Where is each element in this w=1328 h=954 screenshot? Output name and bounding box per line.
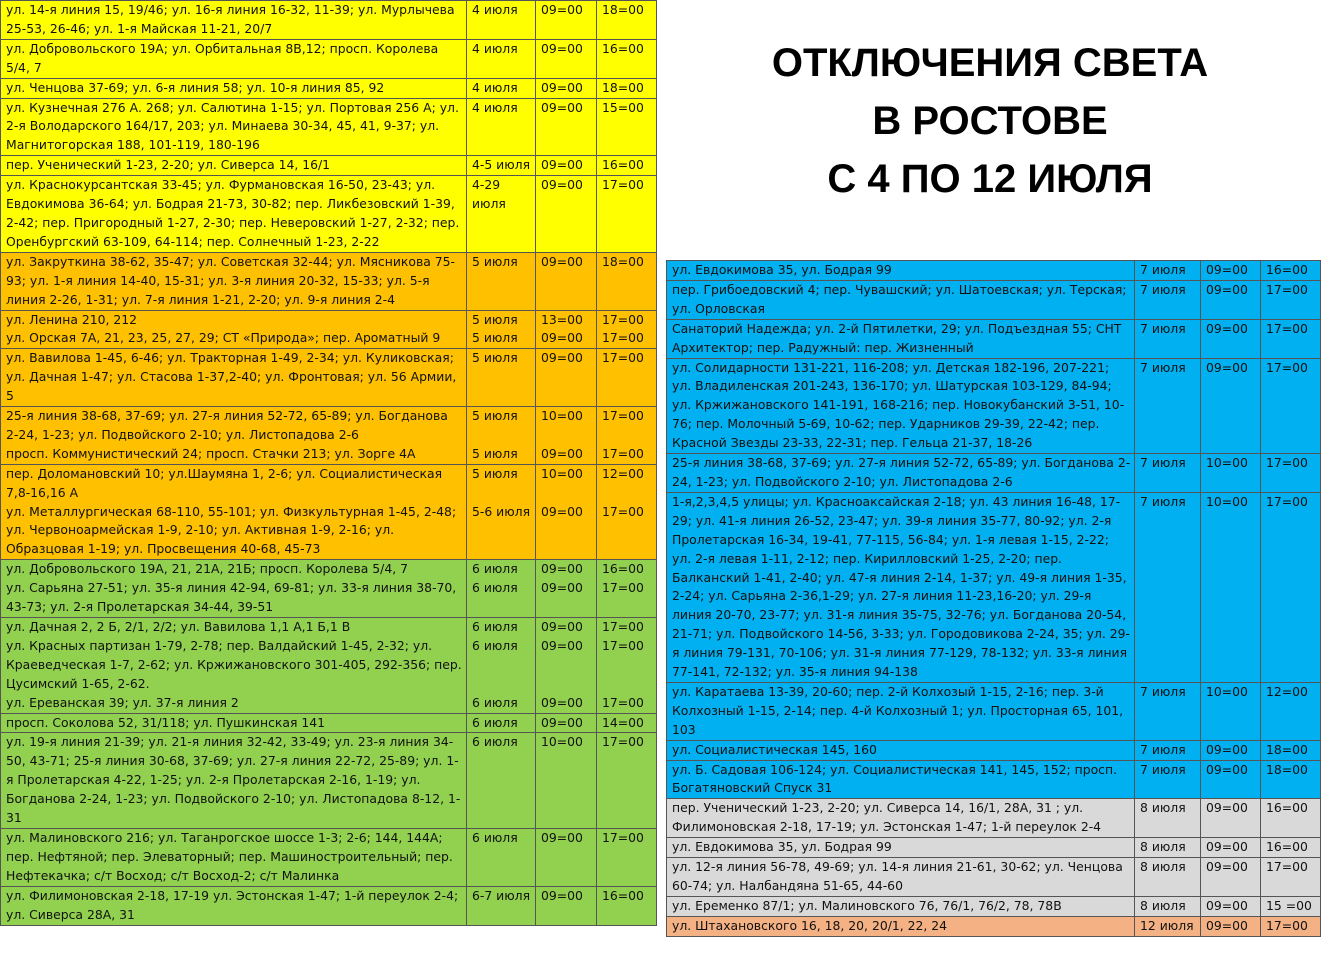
- title-line-2: В РОСТОВЕ: [872, 99, 1108, 143]
- end-time-cell: 16=00: [1261, 799, 1321, 838]
- end-time-cell: 15 =00: [1261, 896, 1321, 916]
- date-cell: 8 июля: [1135, 799, 1201, 838]
- address-cell: ул. Краснокурсантская 33-45; ул. Фурмановская 16-50, 23-43; ул. Евдокимова 36-64; ул. Бодрая 21-73, 30-82; пер. Ликбезовский 1-39, 2-42; пер. Пригородный 1-27, 2-30; пер. Неверовский 1-27, 2-32; пер. Оренбургский 63-109, 64-114; пер. Солнечный 1-23, 2-22: [1, 176, 467, 253]
- start-time-cell: 09=00: [536, 156, 597, 176]
- start-time-cell: 09=00: [536, 252, 597, 310]
- date-cell: 8 июля: [1135, 838, 1201, 858]
- table-row: [1, 39, 657, 78]
- start-time-cell: 09=00: [536, 39, 597, 78]
- end-time-cell: 17=00 17=00 17=00: [597, 618, 657, 714]
- end-time-cell: 18=00: [597, 1, 657, 40]
- start-time-cell: 09=00: [536, 1, 597, 40]
- address-cell: ул. Б. Садовая 106-124; ул. Социалистическая 141, 145, 152; просп. Богатяновский Спуск 31: [667, 760, 1135, 799]
- date-cell: 5 июля: [467, 252, 536, 310]
- table-row: [1, 733, 657, 829]
- end-time-cell: 12=00: [1261, 682, 1321, 740]
- end-time-cell: 16=00: [597, 156, 657, 176]
- start-time-cell: 09=00: [1201, 740, 1261, 760]
- table-row: [1, 560, 657, 618]
- start-time-cell: 10=00 09=00: [536, 407, 597, 465]
- address-cell: просп. Соколова 52, 31/118; ул. Пушкинская 141: [1, 713, 467, 733]
- start-time-cell: 09=00: [536, 78, 597, 98]
- address-cell: Санаторий Надежда; ул. 2-й Пятилетки, 29; ул. Подъездная 55; СНТ Архитектор; пер. Радужный: пер. Жизненный: [667, 319, 1135, 358]
- end-time-cell: 17=00: [1261, 858, 1321, 897]
- date-cell: 7 июля: [1135, 760, 1201, 799]
- page-title: [700, 34, 1280, 208]
- end-time-cell: 17=00: [597, 733, 657, 829]
- table-row: [667, 682, 1321, 740]
- start-time-cell: 09=00: [1201, 760, 1261, 799]
- address-cell: пер. Доломановский 10; ул.Шаумяна 1, 2-6; ул. Социалистическая 7,8-16,16 А ул. Металлургическая 68-110, 55-101; ул. Физкультурная 1-45, 2-48; ул. Червоноармейская 1-9, 2-10; ул. Активная 1-9, 2-16; ул. Образцовая 1-19; ул. Просвещения 40-68, 45-73: [1, 464, 467, 560]
- end-time-cell: 17=00 17=00: [597, 407, 657, 465]
- start-time-cell: 09=00: [536, 713, 597, 733]
- end-time-cell: 16=00: [597, 39, 657, 78]
- table-row: [1, 618, 657, 714]
- start-time-cell: 09=00: [1201, 319, 1261, 358]
- date-cell: 6-7 июля: [467, 886, 536, 925]
- start-time-cell: 09=00: [1201, 799, 1261, 838]
- table-row: [1, 78, 657, 98]
- start-time-cell: 09=00: [1201, 358, 1261, 454]
- address-cell: ул. Ленина 210, 212 ул. Орская 7А, 21, 23, 25, 27, 29; СТ «Природа»; пер. Ароматный 9: [1, 310, 467, 349]
- start-time-cell: 09=00: [1201, 858, 1261, 897]
- date-cell: 4 июля: [467, 98, 536, 156]
- address-cell: ул. Филимоновская 2-18, 17-19 ул. Эстонская 1-47; 1-й переулок 2-4; ул. Сиверса 28А, 31: [1, 886, 467, 925]
- date-cell: 12 июля: [1135, 916, 1201, 936]
- table-row: [1, 156, 657, 176]
- start-time-cell: 09=00 09=00: [536, 560, 597, 618]
- end-time-cell: 18=00: [597, 252, 657, 310]
- table-row: [1, 176, 657, 253]
- outage-table-left: [0, 0, 657, 926]
- table-row: [667, 858, 1321, 897]
- start-time-cell: 09=00: [536, 886, 597, 925]
- table-row: [667, 280, 1321, 319]
- date-cell: 6 июля 6 июля: [467, 560, 536, 618]
- end-time-cell: 17=00: [1261, 916, 1321, 936]
- date-cell: 4 июля: [467, 78, 536, 98]
- date-cell: 7 июля: [1135, 682, 1201, 740]
- address-cell: ул. Вавилова 1-45, 6-46; ул. Тракторная 1-49, 2-34; ул. Куликовская; ул. Дачная 1-47; ул. Стасова 1-37,2-40; ул. Фронтовая; ул. 56 Армии, 5: [1, 349, 467, 407]
- start-time-cell: 09=00: [536, 349, 597, 407]
- start-time-cell: 09=00: [1201, 280, 1261, 319]
- date-cell: 6 июля: [467, 733, 536, 829]
- table-row: [667, 896, 1321, 916]
- address-cell: ул. Добровольского 19А, 21, 21А, 21Б; просп. Королева 5/4, 7 ул. Сарьяна 27-51; ул. 35-я линия 42-94, 69-81; ул. 33-я линия 38-70, 43-73; ул. 2-я Пролетарская 34-44, 39-51: [1, 560, 467, 618]
- address-cell: ул. Солидарности 131-221, 116-208; ул. Детская 182-196, 207-221; ул. Владиленская 201-243, 136-170; ул. Шатурская 103-129, 84-94; ул. Кржижановского 141-191, 168-216; пер. Новокубанский 3-51, 10-76; пер. Молочный 5-69, 10-62; пер. Ударников 29-39, 22-42; пер. Красной Звезды 23-33, 22-31; пер. Гельца 21-37, 18-26: [667, 358, 1135, 454]
- end-time-cell: 16=00: [1261, 838, 1321, 858]
- start-time-cell: 09=00: [1201, 261, 1261, 281]
- address-cell: ул. 19-я линия 21-39; ул. 21-я линия 32-42, 33-49; ул. 23-я линия 34-50, 43-71; 25-я линия 30-68, 37-69; ул. 27-я линия 22-72, 25-89; ул. 1-я Пролетарская 4-22, 1-25; ул. 2-я Пролетарская 2-16, 1-19; ул. Богданова 2-24, 1-23; ул. Подвойского 2-10; ул. Листопадова 8-12, 1-31: [1, 733, 467, 829]
- address-cell: ул. Каратаева 13-39, 20-60; пер. 2-й Колхозый 1-15, 2-16; пер. 3-й Колхозный 1-15, 2-14; пер. 4-й Колхозный 1; ул. Просторная 65, 101, 103: [667, 682, 1135, 740]
- start-time-cell: 09=00: [1201, 916, 1261, 936]
- table-row: [667, 454, 1321, 493]
- table-row: [667, 838, 1321, 858]
- table-row: [667, 492, 1321, 682]
- start-time-cell: 09=00: [1201, 838, 1261, 858]
- end-time-cell: 16=00 17=00: [597, 560, 657, 618]
- address-cell: 1-я,2,3,4,5 улицы; ул. Красноаксайская 2-18; ул. 43 линия 16-48, 17-29; ул. 41-я линия 26-52, 23-47; ул. 39-я линия 35-77, 80-92; ул. 2-я Пролетарская 16-34, 19-41, 77-115, 56-84; ул. 1-я левая 1-15, 2-22; ул. 2-я левая 1-11, 2-12; пер. Кирилловский 1-25, 2-20; пер. Балканский 1-41, 2-40; ул. 47-я линия 2-14, 1-37; ул. 49-я линия 1-35, 2-24; ул. Сарьяна 2-36,1-29; ул. 27-я линия 11-23,16-20; ул. 29-я линия 20-70, 23-77; ул. 31-я линия 35-75, 32-76; ул. Богданова 20-54, 21-71; ул. Подвойского 14-56, 3-33; ул. Городовикова 2-24, 35; ул. 29-я линия 79-131, 70-106; ул. 31-я линия 77-129, 78-132; ул. 33-я линия 77-141, 72-132; ул. 35-я линия 94-138: [667, 492, 1135, 682]
- date-cell: 8 июля: [1135, 858, 1201, 897]
- start-time-cell: 13=00 09=00: [536, 310, 597, 349]
- end-time-cell: 17=00: [1261, 280, 1321, 319]
- end-time-cell: 18=00: [1261, 760, 1321, 799]
- table-row: [1, 349, 657, 407]
- end-time-cell: 18=00: [1261, 740, 1321, 760]
- start-time-cell: 10=00 09=00: [536, 464, 597, 560]
- title-line-1: ОТКЛЮЧЕНИЯ СВЕТА: [771, 41, 1209, 85]
- date-cell: 4 июля: [467, 1, 536, 40]
- start-time-cell: 09=00: [536, 98, 597, 156]
- end-time-cell: 17=00: [1261, 454, 1321, 493]
- address-cell: ул. Кузнечная 276 А. 268; ул. Салютина 1-15; ул. Портовая 256 А; ул. 2-я Володарского 164/17, 203; ул. Минаева 30-34, 45, 41, 9-37; ул. Магнитогорская 188, 101-119, 180-196: [1, 98, 467, 156]
- date-cell: 7 июля: [1135, 280, 1201, 319]
- table-row: [667, 916, 1321, 936]
- table-row: [1, 828, 657, 886]
- address-cell: ул. Евдокимова 35, ул. Бодрая 99: [667, 261, 1135, 281]
- end-time-cell: 18=00: [597, 78, 657, 98]
- start-time-cell: 09=00: [1201, 896, 1261, 916]
- address-cell: пер. Ученический 1-23, 2-20; ул. Сиверса 14, 16/1, 28А, 31 ; ул. Филимоновская 2-18, 17-19; ул. Эстонская 1-47; 1-й переулок 2-4: [667, 799, 1135, 838]
- date-cell: 4-29 июля: [467, 176, 536, 253]
- table-row: [667, 799, 1321, 838]
- start-time-cell: 10=00: [1201, 492, 1261, 682]
- table-row: [1, 464, 657, 560]
- end-time-cell: 17=00: [597, 176, 657, 253]
- address-cell: ул. Штахановского 16, 18, 20, 20/1, 22, 24: [667, 916, 1135, 936]
- address-cell: ул. 14-я линия 15, 19/46; ул. 16-я линия 16-32, 11-39; ул. Мурлычева 25-53, 26-46; ул. 1-я Майская 11-21, 20/7: [1, 1, 467, 40]
- table-row: [1, 886, 657, 925]
- start-time-cell: 10=00: [536, 733, 597, 829]
- title-line-3: С 4 ПО 12 ИЮЛЯ: [827, 157, 1153, 201]
- end-time-cell: 12=00 17=00: [597, 464, 657, 560]
- start-time-cell: 10=00: [1201, 454, 1261, 493]
- date-cell: 6 июля: [467, 713, 536, 733]
- address-cell: ул. 12-я линия 56-78, 49-69; ул. 14-я линия 21-61, 30-62; ул. Ченцова 60-74; ул. Налбандяна 51-65, 44-60: [667, 858, 1135, 897]
- end-time-cell: 17=00: [597, 349, 657, 407]
- date-cell: 7 июля: [1135, 454, 1201, 493]
- address-cell: ул. Социалистическая 145, 160: [667, 740, 1135, 760]
- end-time-cell: 14=00: [597, 713, 657, 733]
- outage-table-right: [666, 260, 1321, 937]
- date-cell: 5 июля 5-6 июля: [467, 464, 536, 560]
- table-row: [1, 310, 657, 349]
- table-row: [667, 740, 1321, 760]
- table-row: [1, 407, 657, 465]
- end-time-cell: 15=00: [597, 98, 657, 156]
- start-time-cell: 09=00 09=00 09=00: [536, 618, 597, 714]
- date-cell: 7 июля: [1135, 261, 1201, 281]
- end-time-cell: 16=00: [1261, 261, 1321, 281]
- table-row: [1, 252, 657, 310]
- end-time-cell: 17=00: [1261, 358, 1321, 454]
- table-row: [667, 261, 1321, 281]
- date-cell: 4 июля: [467, 39, 536, 78]
- table-row: [667, 760, 1321, 799]
- date-cell: 5 июля 5 июля: [467, 407, 536, 465]
- address-cell: ул. Закруткина 38-62, 35-47; ул. Советская 32-44; ул. Мясникова 75-93; ул. 1-я линия 14-40, 15-31; ул. 3-я линия 20-32, 15-33; ул. 5-я линия 2-26, 1-31; ул. 7-я линия 1-21, 2-20; ул. 9-я линия 2-4: [1, 252, 467, 310]
- table-row: [1, 713, 657, 733]
- start-time-cell: 09=00: [536, 828, 597, 886]
- date-cell: 4-5 июля: [467, 156, 536, 176]
- end-time-cell: 17=00 17=00: [597, 310, 657, 349]
- address-cell: ул. Дачная 2, 2 Б, 2/1, 2/2; ул. Вавилова 1,1 А,1 Б,1 В ул. Красных партизан 1-79, 2-78; пер. Валдайский 1-45, 2-32; ул. Краеведческая 1-7, 2-62; ул. Кржижановского 301-405, 292-356; пер. Цусимский 1-65, 2-62. ул. Ереванская 39; ул. 37-я линия 2: [1, 618, 467, 714]
- address-cell: 25-я линия 38-68, 37-69; ул. 27-я линия 52-72, 65-89; ул. Богданова 2-24, 1-23; ул. Подвойского 2-10; ул. Листопадова 2-6 просп. Коммунистический 24; просп. Стачки 213; ул. Зорге 4А: [1, 407, 467, 465]
- address-cell: 25-я линия 38-68, 37-69; ул. 27-я линия 52-72, 65-89; ул. Богданова 2-24, 1-23; ул. Подвойского 2-10; ул. Листопадова 2-6: [667, 454, 1135, 493]
- table-row: [1, 1, 657, 40]
- date-cell: 5 июля: [467, 349, 536, 407]
- address-cell: пер. Грибоедовский 4; пер. Чувашский; ул. Шатоевская; ул. Терская; ул. Орловская: [667, 280, 1135, 319]
- date-cell: 7 июля: [1135, 358, 1201, 454]
- address-cell: ул. Добровольского 19А; ул. Орбитальная 8В,12; просп. Королева 5/4, 7: [1, 39, 467, 78]
- date-cell: 6 июля 6 июля 6 июля: [467, 618, 536, 714]
- date-cell: 7 июля: [1135, 319, 1201, 358]
- end-time-cell: 17=00: [597, 828, 657, 886]
- date-cell: 8 июля: [1135, 896, 1201, 916]
- date-cell: 5 июля 5 июля: [467, 310, 536, 349]
- table-row: [667, 319, 1321, 358]
- end-time-cell: 16=00: [597, 886, 657, 925]
- end-time-cell: 17=00: [1261, 319, 1321, 358]
- start-time-cell: 10=00: [1201, 682, 1261, 740]
- date-cell: 6 июля: [467, 828, 536, 886]
- start-time-cell: 09=00: [536, 176, 597, 253]
- address-cell: пер. Ученический 1-23, 2-20; ул. Сиверса 14, 16/1: [1, 156, 467, 176]
- address-cell: ул. Евдокимова 35, ул. Бодрая 99: [667, 838, 1135, 858]
- address-cell: ул. Ченцова 37-69; ул. 6-я линия 58; ул. 10-я линия 85, 92: [1, 78, 467, 98]
- address-cell: ул. Малиновского 216; ул. Таганрогское шоссе 1-3; 2-6; 144, 144А; пер. Нефтяной; пер. Элеваторный; пер. Машиностроительный; пер. Нефтекачка; с/т Восход; с/т Восход-2; с/т Малинка: [1, 828, 467, 886]
- date-cell: 7 июля: [1135, 740, 1201, 760]
- end-time-cell: 17=00: [1261, 492, 1321, 682]
- table-row: [667, 358, 1321, 454]
- table-row: [1, 98, 657, 156]
- date-cell: 7 июля: [1135, 492, 1201, 682]
- address-cell: ул. Еременко 87/1; ул. Малиновского 76, 76/1, 76/2, 78, 78В: [667, 896, 1135, 916]
